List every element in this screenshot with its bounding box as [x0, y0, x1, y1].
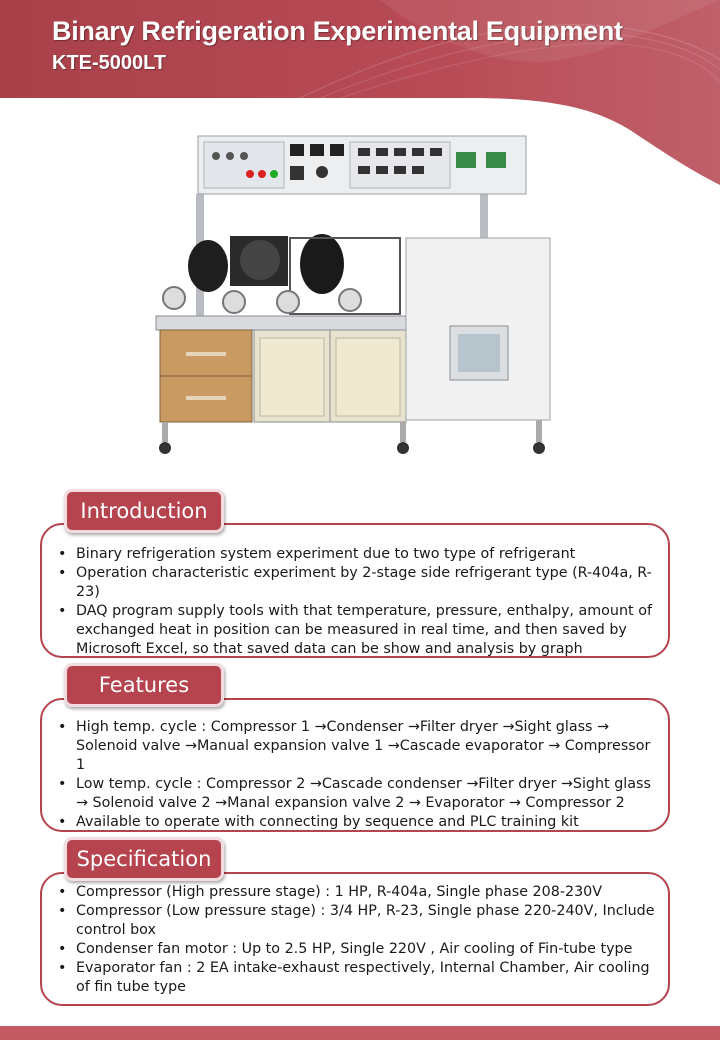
features-item: • High temp. cycle : Compressor 1 →Condenser →Filter dryer →Sight glass → Solenoid valve →Manual expansion valve 1 →Cascade evaporator → Compressor 1	[58, 718, 656, 775]
introduction-list	[58, 545, 656, 659]
introduction-item: • Binary refrigeration system experiment due to two type of refrigerant	[58, 545, 656, 564]
specification-box	[40, 872, 670, 1006]
model-number: KTE-5000LT	[52, 52, 167, 74]
page-title: Binary Refrigeration Experimental Equipment	[52, 16, 623, 46]
features-item: • Low temp. cycle : Compressor 2 →Cascade condenser →Filter dryer →Sight glass → Solenoid valve 2 →Manal expansion valve 2 → Evaporator → Compressor 2	[58, 775, 656, 813]
features-heading: Features	[64, 663, 224, 707]
introduction-item: • Operation characteristic experiment by 2-stage side refrigerant type (R-404a, R-23)	[58, 564, 656, 602]
product-photo	[150, 130, 560, 465]
specification-item: • Evaporator fan : 2 EA intake-exhaust respectively, Internal Chamber, Air cooling of fin tube type	[58, 959, 656, 997]
specification-item: • Compressor (High pressure stage) : 1 HP, R-404a, Single phase 208-230V	[58, 883, 656, 902]
introduction-item: • DAQ program supply tools with that temperature, pressure, enthalpy, amount of exchanged heat in position can be measured in real time, and then saved by Microsoft Excel, so that saved data can be show and analysis by graph	[58, 602, 656, 659]
specification-item: • Compressor (Low pressure stage) : 3/4 HP, R-23, Single phase 220-240V, Include control box	[58, 902, 656, 940]
specification-heading: Specification	[64, 837, 224, 881]
specification-list	[58, 883, 656, 997]
features-list	[58, 718, 656, 832]
introduction-heading: Introduction	[64, 489, 224, 533]
specification-item: • Condenser fan motor : Up to 2.5 HP, Single 220V , Air cooling of Fin-tube type	[58, 940, 656, 959]
features-box	[40, 698, 670, 832]
footer-bar	[0, 1026, 720, 1040]
features-item: • Available to operate with connecting by sequence and PLC training kit	[58, 813, 656, 832]
equipment-illustration	[150, 130, 560, 465]
introduction-box	[40, 523, 670, 658]
